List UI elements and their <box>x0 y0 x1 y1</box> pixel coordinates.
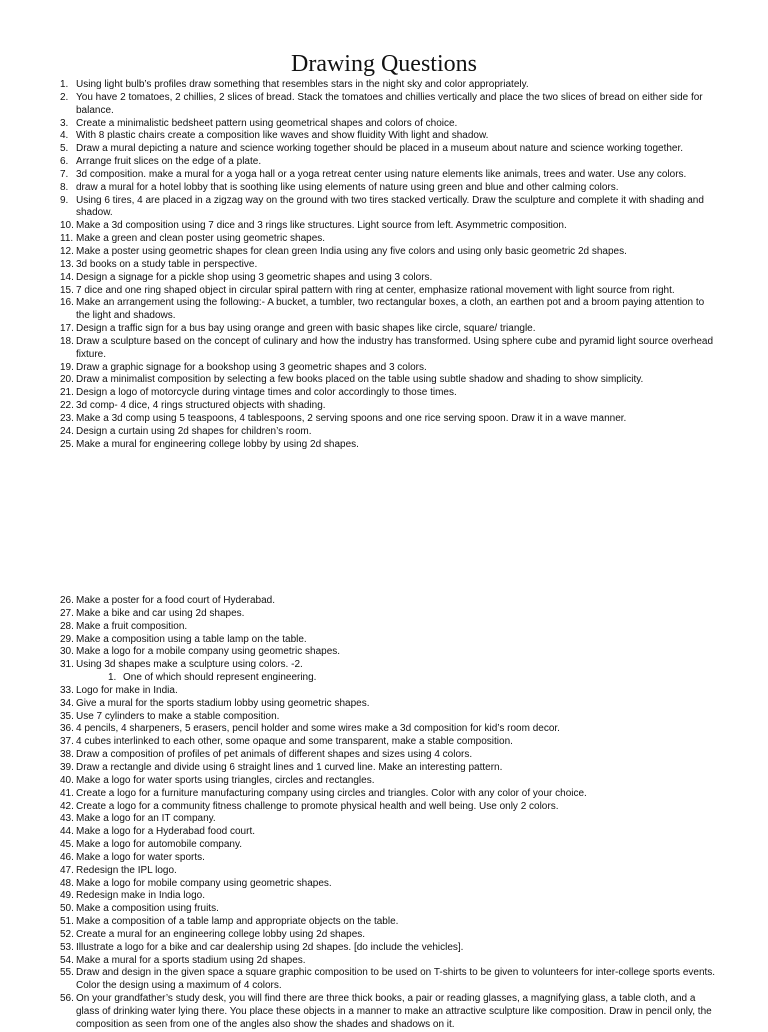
question-number: 1. <box>60 79 69 90</box>
question-text: Redesign the IPL logo. <box>76 864 177 876</box>
question-text: Redesign make in India logo. <box>76 890 205 902</box>
question-number: 38. <box>60 749 74 761</box>
question-item <box>0 890 768 903</box>
question-text: Use 7 cylinders to make a stable composition. <box>76 710 280 722</box>
question-item <box>0 608 768 621</box>
question-item <box>0 916 768 929</box>
question-text: Make a logo for a Hyderabad food court. <box>76 826 255 838</box>
question-item <box>0 374 768 387</box>
question-item <box>0 736 768 749</box>
question-number: 1. <box>108 672 117 684</box>
question-text: Design a signage for a pickle shop using 3 geometric shapes and using 3 colors. <box>76 271 433 283</box>
question-text: Draw and design in the given space a square graphic composition to be used on T-shirts to be given to volunteers for inter-college sports events. Color the design using a maximum of 4 colors. <box>76 967 716 992</box>
question-item <box>0 259 768 272</box>
question-item <box>0 413 768 426</box>
question-number: 40. <box>60 774 74 786</box>
question-text: Make a composition using fruits. <box>76 903 219 915</box>
question-number: 13. <box>60 258 74 270</box>
question-item <box>0 852 768 865</box>
question-item <box>0 634 768 647</box>
question-text: On your grandfather’s study desk, you will find there are three thick books, a pair or reading glasses, a magnifying glass, a table cloth, and a glass of drinking water lying there. You place these objects in a manner to make an attractive sculpture like composition. Draw in pencil only, the composition as seen from one of the angles also show the shades and shadows on it. <box>76 993 712 1030</box>
question-number: 36. <box>60 723 74 735</box>
question-item <box>0 246 768 259</box>
question-number: 37. <box>60 736 74 748</box>
question-number: 53. <box>60 941 74 953</box>
question-item <box>0 169 768 182</box>
question-number: 48. <box>60 877 74 889</box>
question-item <box>0 749 768 762</box>
question-text: Create a logo for a community fitness challenge to promote physical health and well being. Use only 2 colors. <box>76 800 559 812</box>
question-item <box>0 929 768 942</box>
question-text: Design a curtain using 2d shapes for children’s room. <box>76 425 312 437</box>
question-item <box>0 839 768 852</box>
question-text: 7 dice and one ring shaped object in circular spiral pattern with ring at center, emphasize rational movement with light source from right. <box>76 284 675 296</box>
question-text: 4 cubes interlinked to each other, some opaque and some transparent, make a stable composition. <box>76 736 513 748</box>
question-item <box>0 942 768 955</box>
question-number: 54. <box>60 954 74 966</box>
question-item <box>0 130 768 143</box>
question-text: Create a logo for a furniture manufacturing company using circles and triangles. Color with any color of your choice. <box>76 787 587 799</box>
question-item <box>0 698 768 711</box>
questions-list-part1 <box>0 79 768 451</box>
question-number: 51. <box>60 916 74 928</box>
question-item <box>0 788 768 801</box>
question-text: Using 6 tires, 4 are placed in a zigzag way on the ground with two tires stacked vertically. Draw the sculpture and complete it with shading and shadow. <box>76 194 704 219</box>
question-text: Make a green and clean poster using geometric shapes. <box>76 233 326 245</box>
question-text: Using 3d shapes make a sculpture using colors. -2. <box>76 659 303 671</box>
question-number: 28. <box>60 620 74 632</box>
question-item <box>0 92 768 118</box>
question-number: 5. <box>60 143 69 155</box>
question-text: Make a logo for an IT company. <box>76 813 216 825</box>
question-number: 10. <box>60 220 74 232</box>
question-text: Arrange fruit slices on the edge of a plate. <box>76 156 262 168</box>
question-number: 39. <box>60 761 74 773</box>
question-number: 18. <box>60 335 74 347</box>
question-item <box>0 826 768 839</box>
question-number: 31. <box>60 659 74 671</box>
question-number: 2. <box>60 91 69 103</box>
question-text: Make a composition using a table lamp on the table. <box>76 633 307 645</box>
question-text: Make a fruit composition. <box>76 620 188 632</box>
question-item <box>0 685 768 698</box>
question-number: 56. <box>60 993 74 1005</box>
question-number: 20. <box>60 374 74 386</box>
sub-list-item <box>0 672 768 685</box>
question-number: 30. <box>60 646 74 658</box>
question-text: 4 pencils, 4 sharpeners, 5 erasers, pencil holder and some wires make a 3d composition for kid’s room decor. <box>76 723 560 735</box>
question-number: 49. <box>60 890 74 902</box>
question-text: Draw a graphic signage for a bookshop using 3 geometric shapes and 3 colors. <box>76 361 427 373</box>
question-number: 3. <box>60 117 69 129</box>
question-text: Make a 3d composition using 7 dice and 3 rings like structures. Light source from left. Asymmetric composition. <box>76 220 567 232</box>
questions-list-part2 <box>0 595 768 1032</box>
question-text: Make a logo for automobile company. <box>76 839 243 851</box>
question-number: 24. <box>60 425 74 437</box>
question-item <box>0 646 768 659</box>
question-item <box>0 233 768 246</box>
question-item <box>0 813 768 826</box>
question-item <box>0 775 768 788</box>
question-text: 3d comp- 4 dice, 4 rings structured objects with shading. <box>76 400 326 412</box>
question-text: Using light bulb’s profiles draw something that resembles stars in the night sky and color appropriately. <box>76 79 529 90</box>
question-item <box>0 903 768 916</box>
question-number: 8. <box>60 181 69 193</box>
question-number: 17. <box>60 323 74 335</box>
question-item <box>0 195 768 221</box>
question-text: Make a 3d comp using 5 teaspoons, 4 tablespoons, 2 serving spoons and one rice serving spoon. Draw it in a wave manner. <box>76 412 627 424</box>
question-number: 33. <box>60 684 74 696</box>
question-item <box>0 400 768 413</box>
question-text: Draw a rectangle and divide using 6 straight lines and 1 curved line. Make an interesting pattern. <box>76 761 503 773</box>
question-text: Create a mural for an engineering college lobby using 2d shapes. <box>76 928 366 940</box>
question-text: Illustrate a logo for a bike and car dealership using 2d shapes. [do include the vehicles]. <box>76 941 464 953</box>
page-title: Drawing Questions <box>291 51 477 77</box>
question-item <box>0 878 768 891</box>
question-text: Make a logo for water sports. <box>76 851 205 863</box>
question-text: Draw a minimalist composition by selecting a few books placed on the table using subtle shadow and shading to show simplicity. <box>76 374 644 386</box>
question-item <box>0 801 768 814</box>
question-number: 43. <box>60 813 74 825</box>
question-text: Make a composition of a table lamp and appropriate objects on the table. <box>76 916 399 928</box>
question-number: 23. <box>60 412 74 424</box>
question-number: 4. <box>60 130 69 142</box>
question-text: Make a logo for mobile company using geometric shapes. <box>76 877 332 889</box>
question-item <box>0 762 768 775</box>
question-text: Draw a mural depicting a nature and science working together should be placed in a museum about nature and science working together. <box>76 143 684 155</box>
question-number: 44. <box>60 826 74 838</box>
question-item <box>0 711 768 724</box>
question-number: 7. <box>60 168 69 180</box>
question-item <box>0 79 768 92</box>
question-text: Make a poster using geometric shapes for clean green India using any five colors and using only basic geometric 2d shapes. <box>76 245 627 257</box>
question-item <box>0 439 768 452</box>
question-item <box>0 118 768 131</box>
question-item <box>0 156 768 169</box>
question-text: Logo for make in India. <box>76 684 178 696</box>
question-item <box>0 659 768 672</box>
question-text: Make a poster for a food court of Hyderabad. <box>76 595 275 606</box>
question-number: 27. <box>60 607 74 619</box>
question-text: Draw a sculpture based on the concept of culinary and how the industry has transformed. Using sphere cube and pyramid light source overhead fixture. <box>76 335 714 360</box>
question-text: Make a mural for a sports stadium using 2d shapes. <box>76 954 306 966</box>
question-text: With 8 plastic chairs create a composition like waves and show fluidity With light and shadow. <box>76 130 489 142</box>
question-number: 26. <box>60 595 74 606</box>
question-text: Design a traffic sign for a bus bay using orange and green with basic shapes like circle, square/ triangle. <box>76 323 536 335</box>
question-text: Make a logo for a mobile company using geometric shapes. <box>76 646 341 658</box>
question-number: 19. <box>60 361 74 373</box>
question-item <box>0 387 768 400</box>
question-number: 46. <box>60 851 74 863</box>
question-text: Give a mural for the sports stadium lobby using geometric shapes. <box>76 697 370 709</box>
question-item <box>0 182 768 195</box>
question-item <box>0 336 768 362</box>
question-item <box>0 297 768 323</box>
question-item <box>0 865 768 878</box>
question-number: 9. <box>60 194 69 206</box>
question-item <box>0 621 768 634</box>
question-number: 14. <box>60 271 74 283</box>
question-text: Make a bike and car using 2d shapes. <box>76 607 245 619</box>
question-item <box>0 323 768 336</box>
question-number: 35. <box>60 710 74 722</box>
question-item <box>0 595 768 608</box>
question-text: You have 2 tomatoes, 2 chillies, 2 slices of bread. Stack the tomatoes and chillies vertically and place the two slices of bread on either side for balance. <box>76 91 703 116</box>
question-item <box>0 362 768 375</box>
question-item <box>0 723 768 736</box>
question-number: 6. <box>60 156 69 168</box>
question-number: 52. <box>60 928 74 940</box>
question-item <box>0 993 768 1032</box>
question-number: 15. <box>60 284 74 296</box>
question-number: 47. <box>60 864 74 876</box>
question-text: Design a logo of motorcycle during vintage times and color accordingly to those times. <box>76 387 457 399</box>
question-number: 41. <box>60 787 74 799</box>
question-text: Make a logo for water sports using triangles, circles and rectangles. <box>76 774 375 786</box>
question-number: 11. <box>60 233 74 245</box>
question-item <box>0 272 768 285</box>
question-number: 45. <box>60 839 74 851</box>
question-item <box>0 285 768 298</box>
question-item <box>0 220 768 233</box>
question-number: 55. <box>60 967 74 979</box>
question-number: 21. <box>60 387 74 399</box>
question-text: Make an arrangement using the following:- A bucket, a tumbler, two rectangular boxes, a cloth, an earthen pot and a broom paying attention to the light and shadows. <box>76 297 705 322</box>
question-number: 12. <box>60 245 74 257</box>
question-text: Make a mural for engineering college lobby by using 2d shapes. <box>76 438 359 450</box>
question-number: 50. <box>60 903 74 915</box>
question-number: 42. <box>60 800 74 812</box>
question-number: 22. <box>60 400 74 412</box>
question-text: 3d composition. make a mural for a yoga hall or a yoga retreat center using nature elements like animals, trees and water. Use any colors. <box>76 168 687 180</box>
question-number: 29. <box>60 633 74 645</box>
question-text: Create a minimalistic bedsheet pattern using geometrical shapes and colors of choice. <box>76 117 458 129</box>
question-text: 3d books on a study table in perspective. <box>76 258 258 270</box>
question-text: draw a mural for a hotel lobby that is soothing like using elements of nature using green and blue and other calming colors. <box>76 181 619 193</box>
question-item <box>0 955 768 968</box>
question-text: One of which should represent engineering. <box>123 672 317 684</box>
question-item <box>0 967 768 993</box>
question-text: Draw a composition of profiles of pet animals of different shapes and sizes using 4 colors. <box>76 749 473 761</box>
question-item <box>0 426 768 439</box>
question-number: 25. <box>60 438 74 450</box>
question-item <box>0 143 768 156</box>
question-number: 34. <box>60 697 74 709</box>
question-number: 16. <box>60 297 74 309</box>
